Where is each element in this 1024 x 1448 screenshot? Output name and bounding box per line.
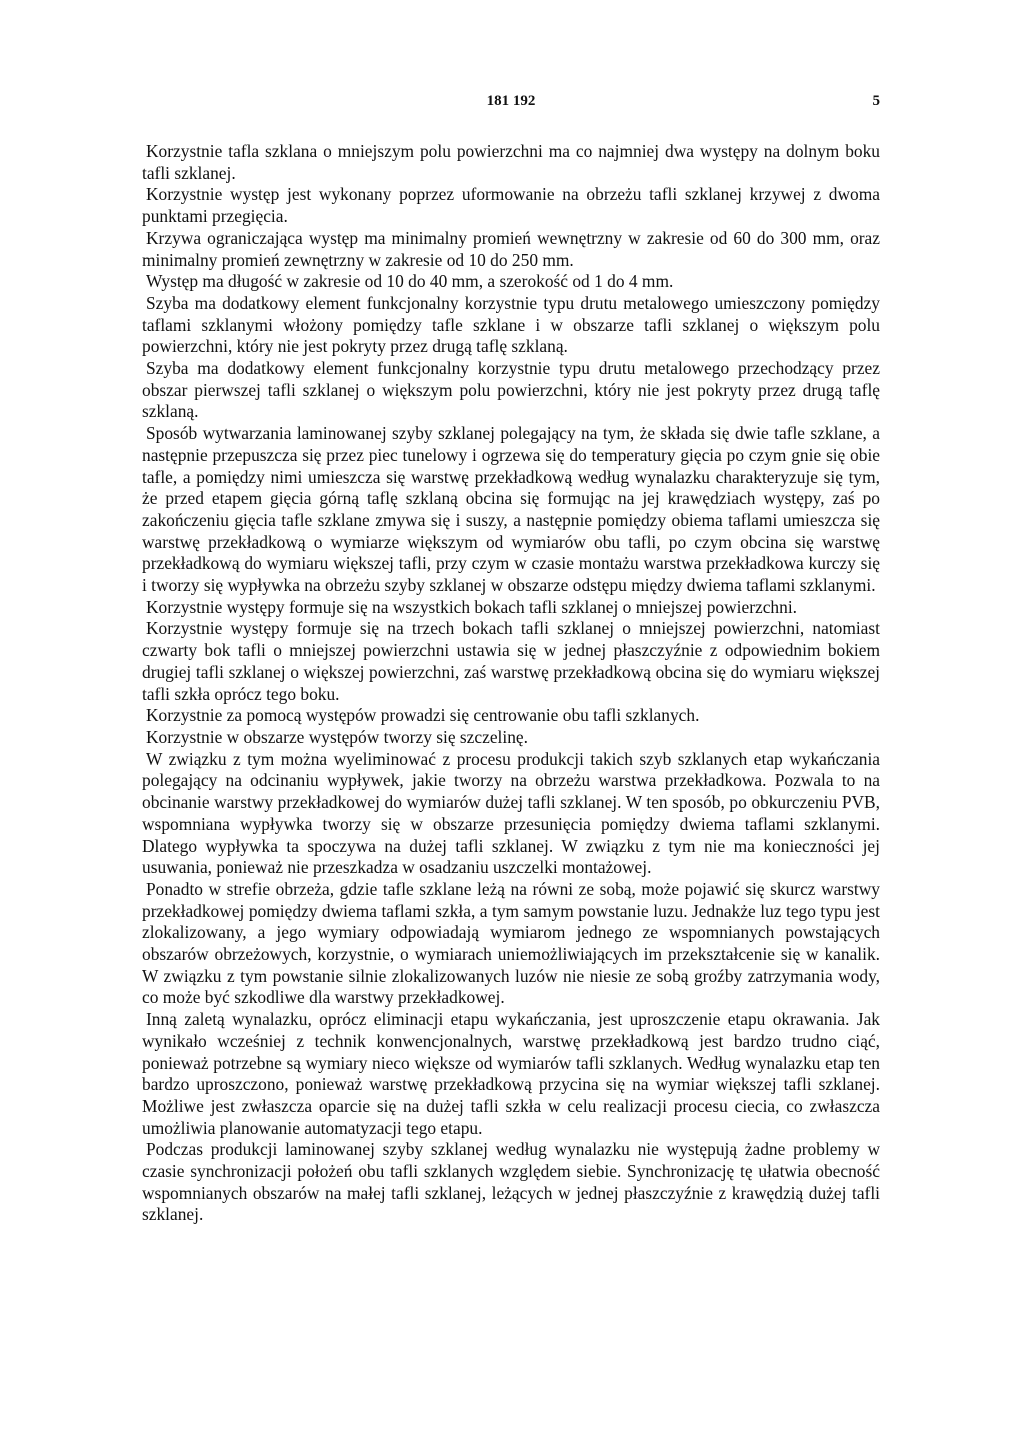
paragraph: Ponadto w strefie obrzeża, gdzie tafle szklane leżą na równi ze sobą, może pojawić się skurcz warstwy przekładkowej pomiędzy dwiema taflami szkła, a tym samym powstanie luzu. Jednakże luz tego typu jest zlokalizowany, a jego wymiary odpowiadają wymiarom jednego ze wspomnianych powstających obszarów obrzeżowych, korzystnie, o wymiarach uniemożliwiających im przekształcenie się w kanalik. W związku z tym powstanie silnie zlokalizowanych luzów nie niesie ze sobą groźby zatrzymania wody, co może być szkodliwe dla warstwy przekładkowej. (142, 878, 880, 1008)
paragraph: Sposób wytwarzania laminowanej szyby szklanej polegający na tym, że składa się dwie tafle szklane, a następnie przepuszcza się przez piec tunelowy i ogrzewa się do temperatury gięcia po czym gnie się obie tafle, a pomiędzy nimi umieszcza się warstwę przekładkową według wynalazku charakteryzuje się tym, że przed etapem gięcia górną taflę szklaną obcina się formując na jej krawędziach występy, zaś po zakończeniu gięcia tafle szklane zmywa się i suszy, a następnie pomiędzy obiema taflami umieszcza się warstwę przekładkową o wymiarze większym od wymiarów obu tafli, po czym obcina się warstwę przekładkową do wymiaru większej tafli, przy czym w czasie montażu warstwa przekładkowa kurczy się i tworzy się wypływka na obrzeżu szyby szklanej w obszarze odstępu między dwiema taflami szklanymi. (142, 423, 880, 596)
body-text (142, 141, 880, 1226)
paragraph: W związku z tym można wyeliminować z procesu produkcji takich szyb szklanych etap wykańczania polegający na odcinaniu wypływek, jakie tworzy na obrzeżu warstwa przekładkowa. Pozwala to na obcinanie warstwy przekładkowej do wymiarów dużej tafli szklanej. W ten sposób, po obkurczeniu PVB, wspomniana wypływka tworzy się w obszarze przesunięcia pomiędzy dwiema taflami szklanymi. Dlatego wypływka ta spoczywa na dużej tafli szklanej. W związku z tym nie ma konieczności jej usuwania, ponieważ nie przeszkadza w osadzaniu uszczelki montażowej. (142, 748, 880, 878)
paragraph: Korzystnie tafla szklana o mniejszym polu powierzchni ma co najmniej dwa występy na dolnym boku tafli szklanej. (142, 141, 880, 183)
paragraph: Występ ma długość w zakresie od 10 do 40 mm, a szerokość od 1 do 4 mm. (146, 271, 674, 292)
paragraph: Korzystnie występy formuje się na wszystkich bokach tafli szklanej o mniejszej powierzchni. (146, 596, 797, 617)
paragraph: Szyba ma dodatkowy element funkcjonalny korzystnie typu drutu metalowego przechodzący przez obszar pierwszej tafli szklanej o większym polu powierzchni, który nie jest pokryty przez drugą taflę szklaną. (142, 358, 880, 422)
patent-number: 181 192 (486, 93, 536, 109)
paragraph: Podczas produkcji laminowanej szyby szklanej według wynalazku nie występują żadne problemy w czasie synchronizacji położeń obu tafli szklanych względem siebie. Synchronizację tę ułatwia obecność wspomnianych obszarów na małej tafli szklanej, leżących w jednej płaszczyźnie z krawędzią dużej tafli szklanej. (142, 1139, 880, 1225)
paragraph: Korzystnie za pomocą występów prowadzi się centrowanie obu tafli szklanych. (146, 705, 700, 726)
paragraph: Korzystnie występ jest wykonany poprzez uformowanie na obrzeżu tafli szklanej krzywej z dwoma punktami przegięcia. (142, 184, 880, 227)
paragraph: Krzywa ograniczająca występ ma minimalny promień wewnętrzny w zakresie od 60 do 300 mm, oraz minimalny promień zewnętrzny w zakresie od 10 do 250 mm. (142, 227, 880, 270)
paragraph: Korzystnie w obszarze występów tworzy się szczelinę. (146, 726, 528, 747)
paragraph: Szyba ma dodatkowy element funkcjonalny korzystnie typu drutu metalowego umieszczony pomiędzy taflami szklanymi włożony pomiędzy tafle szklane i w obszarze tafli szklanej o większym polu powierzchni, który nie jest pokryty przez drugą taflę szklaną. (142, 292, 880, 357)
paragraph: Korzystnie występy formuje się na trzech bokach tafli szklanej o mniejszej powierzchni, natomiast czwarty bok tafli o mniejszej powierzchni ustawia się w jednej płaszczyźnie z odpowiednim bokiem drugiej tafli szklanej o większej powierzchni, zaś warstwę przekładkową obcina się do wymiaru większej tafli szkła oprócz tego boku. (142, 618, 880, 704)
paragraph: Inną zaletą wynalazku, oprócz eliminacji etapu wykańczania, jest uproszczenie etapu okrawania. Jak wynikało wcześniej z technik konwencjonalnych, warstwę przekładkową jest bardzo trudno ciąć, ponieważ potrzebne są wymiary nieco większe od wymiarów tafli szklanych. Według wynalazku etap ten bardzo uproszczono, ponieważ warstwę przekładkową przycina się na wymiar większej tafli szklanej. Możliwe jest zwłaszcza oparcie się na dużej tafli szkła w celu realizacji procesu ciecia, co zwłaszcza umożliwia planowanie automatyzacji tego etapu. (142, 1009, 880, 1138)
page-number: 5 (872, 93, 880, 109)
page-header (142, 93, 880, 113)
